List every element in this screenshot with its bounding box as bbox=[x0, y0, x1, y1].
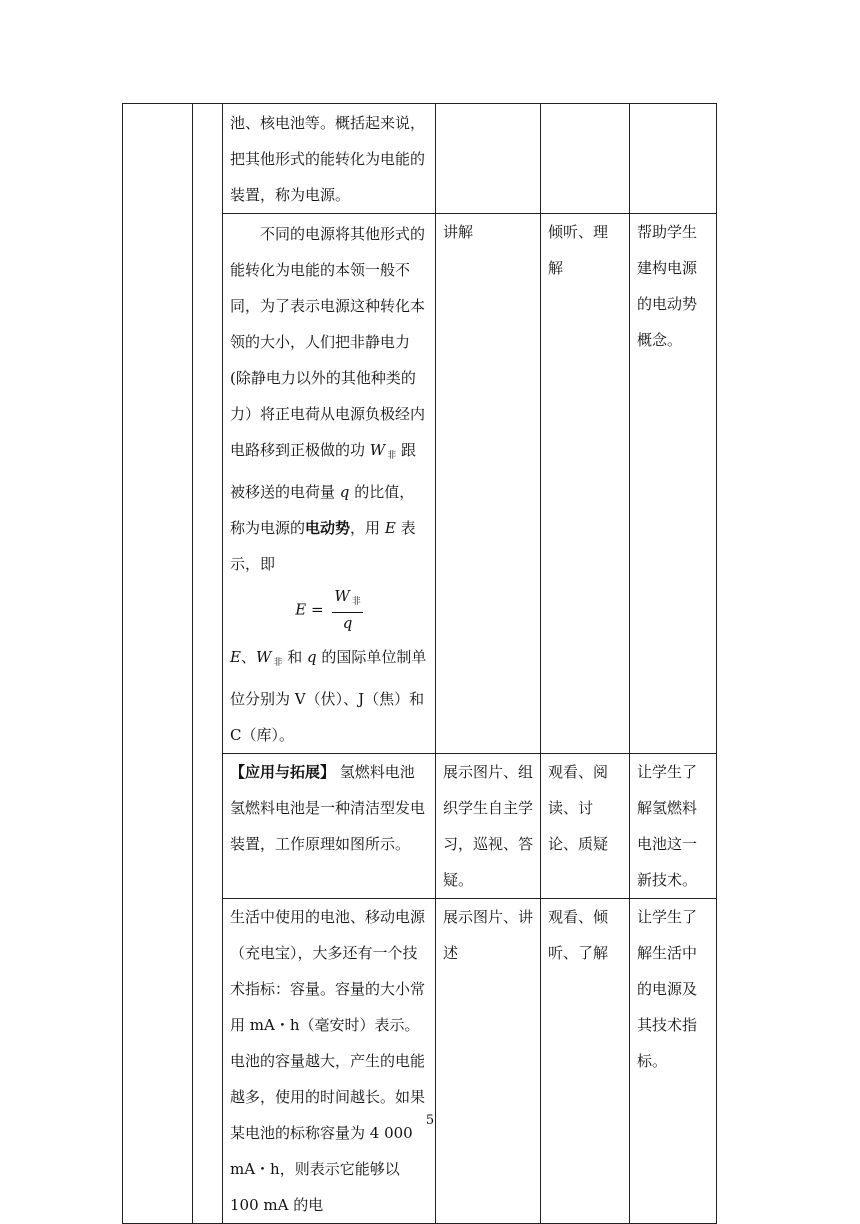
teacher-activity-cell: 展示图片、讲述 bbox=[436, 899, 541, 1224]
stage-cell bbox=[193, 104, 223, 1224]
design-intent-cell: 帮助学生建构电源的电动势概念。 bbox=[630, 214, 717, 754]
student-activity-cell bbox=[541, 104, 630, 214]
design-intent-cell: 让学生了解氢燃料电池这一新技术。 bbox=[630, 754, 717, 899]
design-intent-cell: 让学生了解生活中的电源及其技术指标。 bbox=[630, 899, 717, 1224]
content-cell: 生活中使用的电池、移动电源（充电宝），大多还有一个技术指标：容量。容量的大小常用 mA・h（毫安时）表示。电池的容量越大，产生的电能越多，使用的时间越长。如果某电池的标称容量为 4 000 mA・h，则表示它能够以 100 mA 的电 bbox=[223, 899, 436, 1224]
content-line: 池、核电池等。概括起来说， bbox=[230, 114, 426, 132]
teacher-activity-cell: 展示图片、组织学生自主学习，巡视、答疑。 bbox=[436, 754, 541, 899]
student-activity-cell: 倾听、理解 bbox=[541, 214, 630, 754]
lesson-plan-table bbox=[122, 103, 717, 1224]
student-activity-cell: 观看、阅读、讨论、质疑 bbox=[541, 754, 630, 899]
term-emf: 电动势 bbox=[305, 519, 351, 537]
units-paragraph: E、W $_非$ 和 q 的国际单位制单位分别为 V（伏）、J（焦）和 C（库）。 bbox=[230, 648, 427, 744]
formula-fraction: $\frac{W _非}{q}$ bbox=[334, 587, 361, 632]
teacher-activity-cell: 讲解 bbox=[436, 214, 541, 754]
content-cell bbox=[223, 214, 436, 754]
emf-paragraph: 不同的电源将其他形式的能转化为电能的本领一般不同，为了表示电源这种转化本领的大小，人们把非静电力(除静电力以外的其他种类的力）将正电荷从电源负极经内电路移到正极做的功 W $_非$ 跟被移送的电荷量 q 的比值，称为电源的电动势，用 E 表示，即 bbox=[230, 225, 426, 573]
content-cell bbox=[223, 104, 436, 214]
section-heading: 【应用与拓展】 bbox=[230, 763, 336, 781]
student-activity-cell: 观看、倾听、了解 bbox=[541, 899, 630, 1224]
section-title: 氢燃料电池 bbox=[335, 763, 415, 781]
page-number: 5 bbox=[425, 1113, 435, 1128]
section-cell bbox=[123, 104, 193, 1224]
design-intent-cell bbox=[630, 104, 717, 214]
content-line: 把其他形式的能转化为电能的 bbox=[230, 150, 426, 168]
content-cell: 【应用与拓展】 氢燃料电池 氢燃料电池是一种清洁型发电装置，工作原理如图所示。 bbox=[223, 754, 436, 899]
teacher-activity-cell bbox=[436, 104, 541, 214]
content-line: 装置，称为电源。 bbox=[230, 186, 351, 204]
emf-formula: E = $\frac{W _非}{q}$ bbox=[295, 587, 361, 632]
table-row bbox=[123, 104, 717, 214]
